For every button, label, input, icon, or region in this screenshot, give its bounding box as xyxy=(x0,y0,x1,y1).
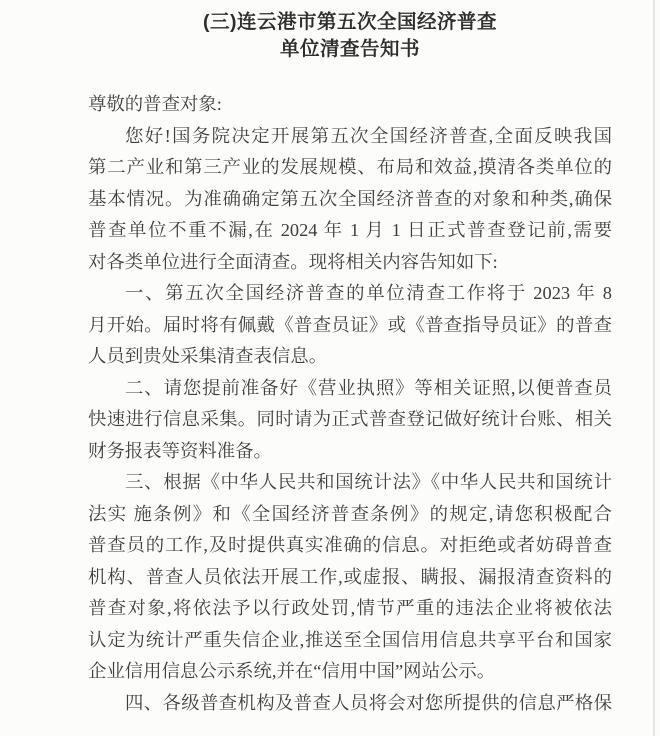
page-edge-line xyxy=(653,0,655,736)
document-text-line: 机构、普查人员依法开展工作,或虚报、瞒报、漏报清查资料的 xyxy=(88,566,612,587)
document-text-line: 四、各级普查机构及普查人员将会对您所提供的信息严格保 xyxy=(125,692,612,713)
salutation-line: 尊敬的普查对象: xyxy=(88,94,222,114)
document-text-line: 人员到贵处采集清查表信息。 xyxy=(88,346,328,366)
document-text-line: 法实 施条例》和《全国经济普查条例》的规定,请您积极配合 xyxy=(88,503,612,524)
document-text-line: 月开始。届时将有佩戴《普查员证》或《普查指导员证》的普查 xyxy=(88,314,612,335)
document-title-line-2: 单位清查告知书 xyxy=(279,38,420,60)
document-text-line: 普查单位不重不漏,在 2024 年 1 月 1 日正式普查登记前,需要 xyxy=(88,220,612,240)
document-text-line: 财务报表等资料准备。 xyxy=(88,440,272,461)
document-text-line: 企业信用信息公示系统,并在“信用中国”网站公示。 xyxy=(88,661,496,681)
document-text-line: 认定为统计严重失信企业,推送至全国信用信息共享平台和国家 xyxy=(88,629,612,650)
document-text-line: 对各类单位进行全面清查。现将相关内容告知如下: xyxy=(88,251,498,272)
document-body xyxy=(88,89,612,719)
document-title xyxy=(88,0,612,63)
document-text-line: 一、第五次全国经济普查的单位清查工作将于 2023 年 8 xyxy=(125,283,612,303)
document-text-line: 第二产业和第三产业的发展规模、布局和效益,摸清各类单位的 xyxy=(88,157,612,177)
document-text-line: 二、请您提前准备好《营业执照》等相关证照,以便普查员 xyxy=(125,377,612,398)
document-text-line: 普查对象,将依法予以行政处罚,情节严重的违法企业将被依法 xyxy=(88,598,612,618)
document-text-line: 基本情况。为准确确定第五次全国经济普查的对象和种类,确保 xyxy=(88,188,612,209)
document-text-line: 普查员的工作,及时提供真实准确的信息。对拒绝或者妨碍普查 xyxy=(88,535,612,555)
document-text-line: 三、根据《中华人民共和国统计法》《中华人民共和国统计 xyxy=(125,472,612,492)
document-text-line: 快速进行信息采集。同时请为正式普查登记做好统计台账、相关 xyxy=(88,409,612,429)
document-text-line: 您好!国务院决定开展第五次全国经济普查,全面反映我国 xyxy=(125,125,612,146)
document-content xyxy=(88,0,612,719)
document-title-line-1: (三)连云港市第五次全国经济普查 xyxy=(203,11,497,33)
